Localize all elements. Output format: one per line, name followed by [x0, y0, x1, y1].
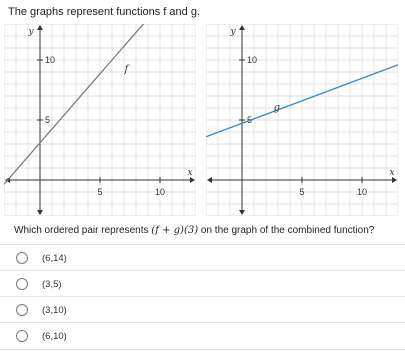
y-tick-label: 5 [45, 115, 51, 125]
intro-text: The graphs represent functions f and g. [8, 6, 201, 18]
radio-button[interactable] [16, 252, 28, 264]
answer-option-label: (3,10) [42, 304, 67, 316]
answer-option-3[interactable] [0, 296, 405, 323]
answer-option-label: (6,14) [42, 252, 67, 264]
y-tick-label: 5 [247, 115, 253, 125]
function-f-label: f [124, 64, 129, 75]
y-axis-label: y [230, 27, 236, 37]
y-tick-label: 10 [247, 55, 258, 65]
radio-button[interactable] [16, 304, 28, 316]
answer-option-label: (3,5) [42, 278, 62, 290]
answer-option-4[interactable] [0, 322, 405, 350]
question-text [14, 225, 374, 236]
answer-option-2[interactable] [0, 270, 405, 297]
y-tick-label: 10 [45, 55, 56, 65]
x-tick-label: 5 [97, 187, 103, 197]
radio-button[interactable] [16, 330, 28, 342]
x-tick-label: 5 [299, 187, 305, 197]
graph-f [4, 24, 196, 216]
y-axis-label: y [28, 27, 34, 37]
x-tick-label: 10 [154, 187, 166, 197]
answer-option-1[interactable] [0, 244, 405, 271]
x-axis-label: x [187, 168, 193, 178]
answer-option-label: (6,10) [42, 330, 67, 342]
x-tick-label: 10 [356, 187, 368, 197]
radio-button[interactable] [16, 278, 28, 290]
question-expression: (f + g)(3) [151, 225, 199, 236]
graph-g [206, 24, 398, 216]
question-suffix: on the graph of the combined function? [198, 225, 375, 236]
function-g-label: g [273, 102, 281, 114]
question-prefix: Which ordered pair represents [14, 225, 152, 236]
x-axis-label: x [389, 168, 395, 178]
